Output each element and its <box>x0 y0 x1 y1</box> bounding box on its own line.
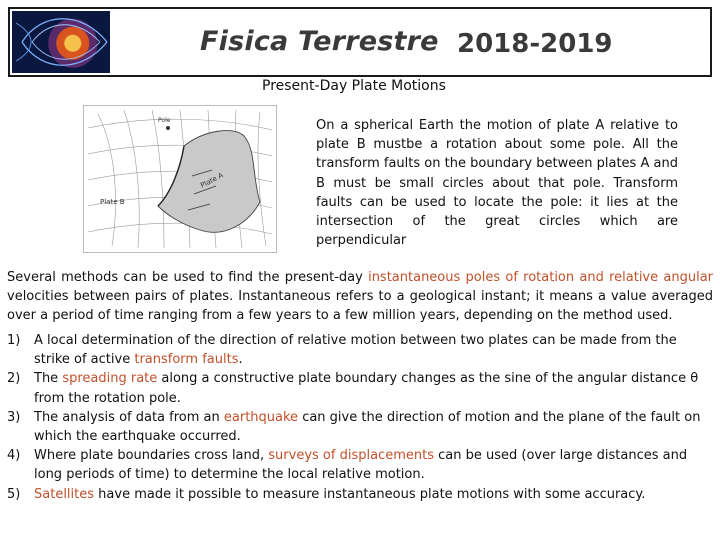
plate-rotation-figure <box>83 105 277 253</box>
list-item-text: The <box>34 371 63 387</box>
list-item-number: 4) <box>7 448 21 464</box>
slide-subtitle: Present-Day Plate Motions <box>262 78 446 94</box>
plate-a-label: Plate A <box>199 171 225 190</box>
list-item <box>7 485 713 504</box>
paragraph-highlight: instantaneous poles of rotation and relative angular <box>368 270 714 285</box>
list-item-text-end: can give the direction of motion and the plane of the fault on which the earthquake occurred. <box>34 409 701 445</box>
list-item-text-end: have made it possible to measure instantaneous plate motions with some accuracy. <box>94 486 646 502</box>
course-title: Fisica Terrestre <box>200 26 439 57</box>
list-item-highlight: earthquake <box>223 409 299 425</box>
methods-list <box>7 331 713 504</box>
list-item <box>7 446 713 484</box>
paragraph-text-2: velocities between pairs of plates. Instantaneous refers to a geological instant; it means a value averaged over a period of time ranging from a few years to a few million years, depending on the method used. <box>7 289 713 324</box>
list-item-text: A local determination of the direction of relative motion between two plates can be made from the strike of active <box>34 333 677 368</box>
earth-magnetosphere-logo <box>12 11 110 73</box>
paragraph-text-1: Several methods can be used to find the present-day <box>7 270 369 285</box>
list-item-highlight: surveys of displacements <box>268 448 434 464</box>
plate-b-label: Plate B <box>100 198 125 206</box>
list-item <box>7 331 713 369</box>
list-item <box>7 408 713 446</box>
list-item-text: Where plate boundaries cross land, <box>34 448 269 464</box>
plate-rotation-diagram <box>84 106 276 252</box>
pole-label: Pole <box>158 117 171 124</box>
list-item-text-end: can be used (over large distances and long periods of time) to determine the local relative motion. <box>34 448 688 483</box>
list-item-text-end: . <box>238 352 243 368</box>
academic-year: 2018-2019 <box>457 29 613 59</box>
list-item-number: 1) <box>7 333 21 348</box>
list-item-highlight: Satellites <box>34 486 95 502</box>
list-item-highlight: spreading rate <box>62 371 158 387</box>
list-item-highlight: transform faults <box>134 352 239 368</box>
list-item-text-end: along a constructive plate boundary changes as the sine of the angular distance θ from the rotation pole. <box>34 371 699 406</box>
methods-intro-paragraph <box>7 268 713 326</box>
rotation-pole-marker <box>166 126 170 130</box>
intro-paragraph: On a spherical Earth the motion of plate A relative to plate B mustbe a rotation about some pole. All the transform faults on the boundary between plates A and B must be small circles about that pole. Transform faults can be used to locate the pole: it lies at the intersection of the great circles which are perpendicular <box>316 118 678 249</box>
list-item-number: 5) <box>7 486 21 502</box>
header-banner <box>8 7 712 77</box>
list-item-number: 3) <box>7 409 21 425</box>
list-item-text: The analysis of data from an <box>34 409 224 425</box>
list-item <box>7 369 713 407</box>
list-item-number: 2) <box>7 371 21 387</box>
